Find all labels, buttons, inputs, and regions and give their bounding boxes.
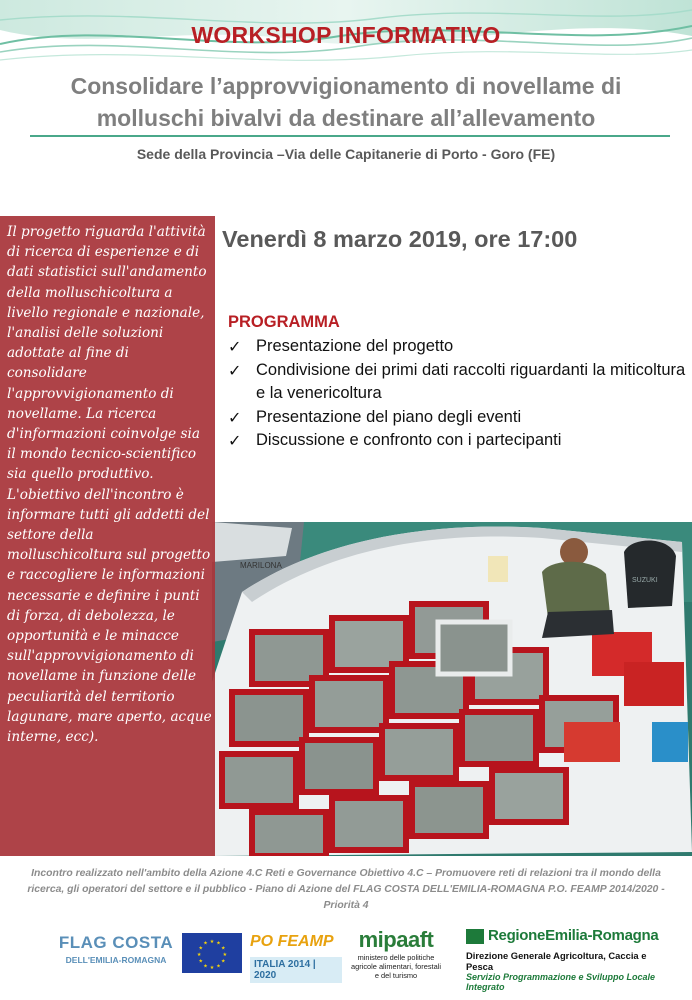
svg-text:★: ★ (203, 940, 208, 947)
workshop-title: WORKSHOP INFORMATIVO (191, 22, 501, 48)
svg-text:★: ★ (203, 963, 208, 970)
funding-footnote: Incontro realizzato nell'ambito della Azione 4.C Reti e Governance Obiettivo 4.C – Promuovere reti di relazioni tra il mondo della ricerca, gli operatori del settore e il pubblico - Piano di Azione del FLAG COSTA DELL'EMILIA-ROMAGNA P.O. FEAMP 2014/2020 - Priorità 4 (27, 868, 665, 911)
svg-text:★: ★ (216, 963, 221, 970)
eu-flag-logo (182, 933, 242, 973)
subtitle-line-2: molluschi bivalvi da destinare all’allevamento (96, 105, 596, 131)
mipaaft-logo: mipaaft ministero delle politiche agricole alimentari, forestali e del turismo (351, 927, 441, 980)
event-date: Venerdì 8 marzo 2019, ore 17:00 (222, 226, 578, 252)
po-feamp-logo: PO FEAMP ITALIA 2014 | 2020 (250, 933, 342, 977)
svg-text:★: ★ (209, 939, 215, 945)
svg-text:MARILONA: MARILONA (240, 561, 282, 570)
boat-crates-photo (212, 522, 692, 856)
svg-text:★: ★ (196, 952, 202, 958)
regione-mark-icon (466, 929, 484, 944)
programme-item: ✓ Condivisione dei primi dati raccolti riguardanti la miticoltura e la venericoltura (228, 360, 686, 402)
workshop-subtitle (20, 70, 672, 134)
programme-item: ✓ Presentazione del progetto (226, 335, 686, 359)
checkmark-icon: ✓ (228, 407, 242, 427)
checkmark-icon: ✓ (228, 431, 242, 450)
flag-costa-logo: FLAG COSTA DELL'EMILIA-ROMAGNA (58, 933, 174, 965)
project-description: Il progetto riguarda l'attività di ricerca di esperienze e di dati statistici sull'andamento della molluschicoltura a livello regionale e nazionale, l'analisi delle soluzioni adottate al fine di consolidare l'approvvigionamento di novellame. La ricerca d'informazioni coinvolge sia il mondo tecnico-scientifico sia quello produttivo. L'obiettivo dell'incontro è informare tutti gli addetti del settore della molluschicoltura sul progetto e raccogliere le informazioni necessarie e definire i punti di forza, di debolezza, le opportunità e le minacce sull'approvvigionamento di novellame in funzione delle peculiarità del territorio lagunare, mare aperto, acque interne, ecc). (7, 224, 212, 746)
svg-text:SUZUKI: SUZUKI (632, 577, 658, 584)
svg-text:★: ★ (198, 958, 204, 965)
header-divider (30, 135, 670, 137)
svg-text:★: ★ (198, 945, 204, 952)
programme-heading: PROGRAMMA (228, 313, 340, 331)
svg-text:★: ★ (222, 952, 228, 958)
programme-list (226, 335, 686, 453)
programme-item: ✓ Presentazione del piano degli eventi (226, 406, 686, 430)
svg-text:★: ★ (209, 965, 215, 971)
svg-text:★: ★ (220, 958, 226, 965)
checkmark-icon: ✓ (228, 337, 242, 356)
checkmark-icon: ✓ (228, 360, 242, 380)
svg-text:★: ★ (216, 940, 221, 947)
venue-text: Sede della Provincia –Via delle Capitanerie di Porto - Goro (FE) (136, 146, 556, 162)
programme-item: ✓ Discussione e confronto con i partecipanti (226, 429, 686, 453)
regione-emilia-romagna-logo: RegioneEmilia-Romagna Direzione Generale Agricoltura, Caccia e Pesca Servizio Programmazione e Sviluppo Locale Integrato (466, 927, 659, 992)
subtitle-line-1: Consolidare l’approvvigionamento di novellame di (70, 73, 622, 99)
svg-text:★: ★ (220, 945, 226, 952)
sponsor-logos (0, 925, 692, 992)
